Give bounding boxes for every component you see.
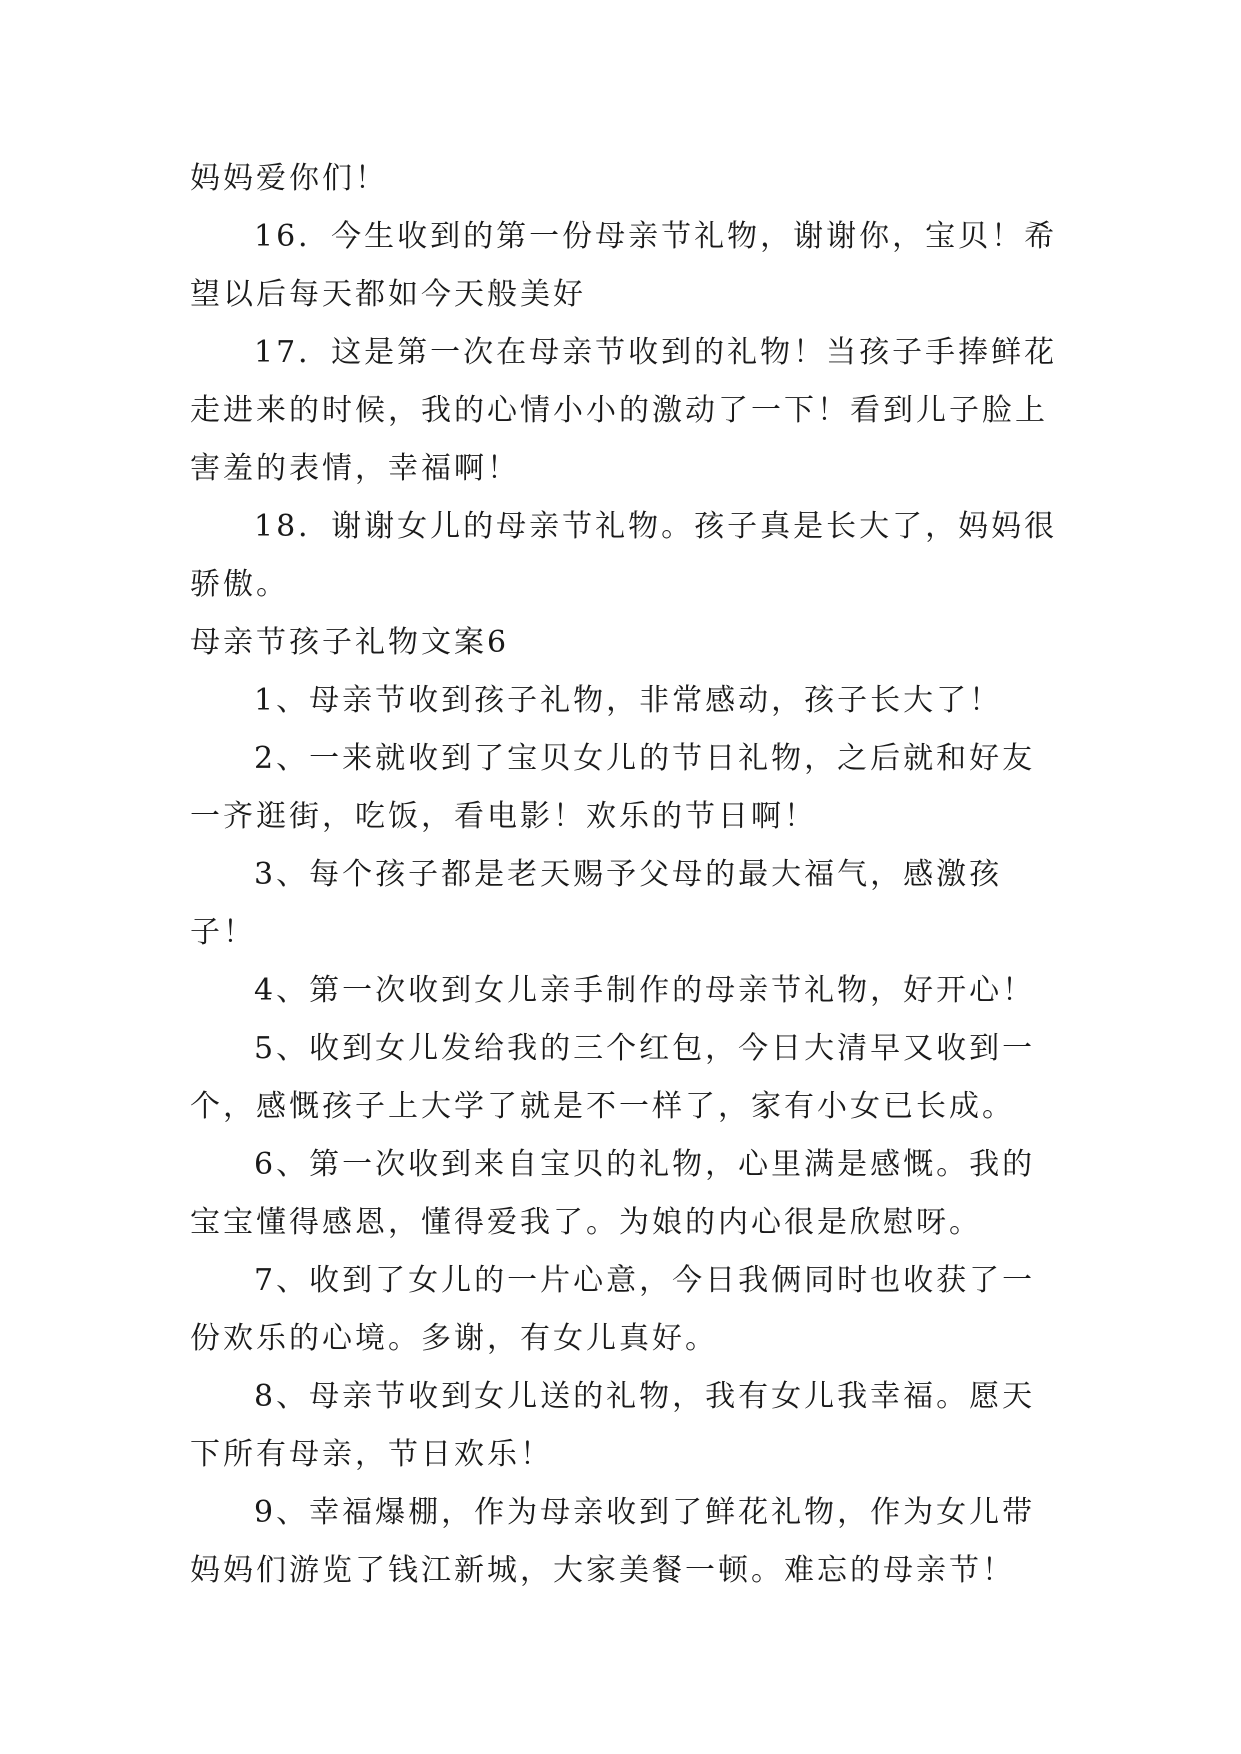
list-item-7: 7、收到了女儿的一片心意，今日我俩同时也收获了一份欢乐的心境。多谢，有女儿真好。 bbox=[190, 1263, 1036, 1356]
list-item-5: 5、收到女儿发给我的三个红包，今日大清早又收到一个，感慨孩子上大学了就是不一样了，家有小女已长成。 bbox=[190, 1031, 1036, 1124]
list-item-16: 16．今生收到的第一份母亲节礼物，谢谢你，宝贝！希望以后每天都如今天般美好 bbox=[190, 219, 1058, 312]
list-item-2: 2、一来就收到了宝贝女儿的节日礼物，之后就和好友一齐逛街，吃饭，看电影！欢乐的节日啊！ bbox=[190, 741, 1036, 834]
list-item-1: 1、母亲节收到孩子礼物，非常感动，孩子长大了！ bbox=[254, 683, 1003, 718]
list-item-9: 9、幸福爆棚，作为母亲收到了鲜花礼物，作为女儿带妈妈们游览了钱江新城，大家美餐一顿。难忘的母亲节！ bbox=[190, 1495, 1036, 1588]
list-item-17: 17．这是第一次在母亲节收到的礼物！当孩子手捧鲜花走进来的时候，我的心情小小的激动了一下！看到儿子脸上害羞的表情，幸福啊！ bbox=[190, 335, 1058, 486]
list-item-8: 8、母亲节收到女儿送的礼物，我有女儿我幸福。愿天下所有母亲，节日欢乐！ bbox=[190, 1379, 1036, 1472]
list-item-3: 3、每个孩子都是老天赐予父母的最大福气，感激孩子！ bbox=[190, 857, 1003, 950]
list-item-4: 4、第一次收到女儿亲手制作的母亲节礼物，好开心！ bbox=[254, 973, 1036, 1008]
list-item-6: 6、第一次收到来自宝贝的礼物，心里满是感慨。我的宝宝懂得感恩，懂得爱我了。为娘的内心很是欣慰呀。 bbox=[190, 1147, 1036, 1240]
document-body bbox=[190, 150, 1060, 1600]
list-item-18: 18．谢谢女儿的母亲节礼物。孩子真是长大了，妈妈很骄傲。 bbox=[190, 509, 1058, 602]
section-heading: 母亲节孩子礼物文案6 bbox=[190, 625, 510, 660]
paragraph-continuation: 妈妈爱你们！ bbox=[190, 161, 388, 196]
